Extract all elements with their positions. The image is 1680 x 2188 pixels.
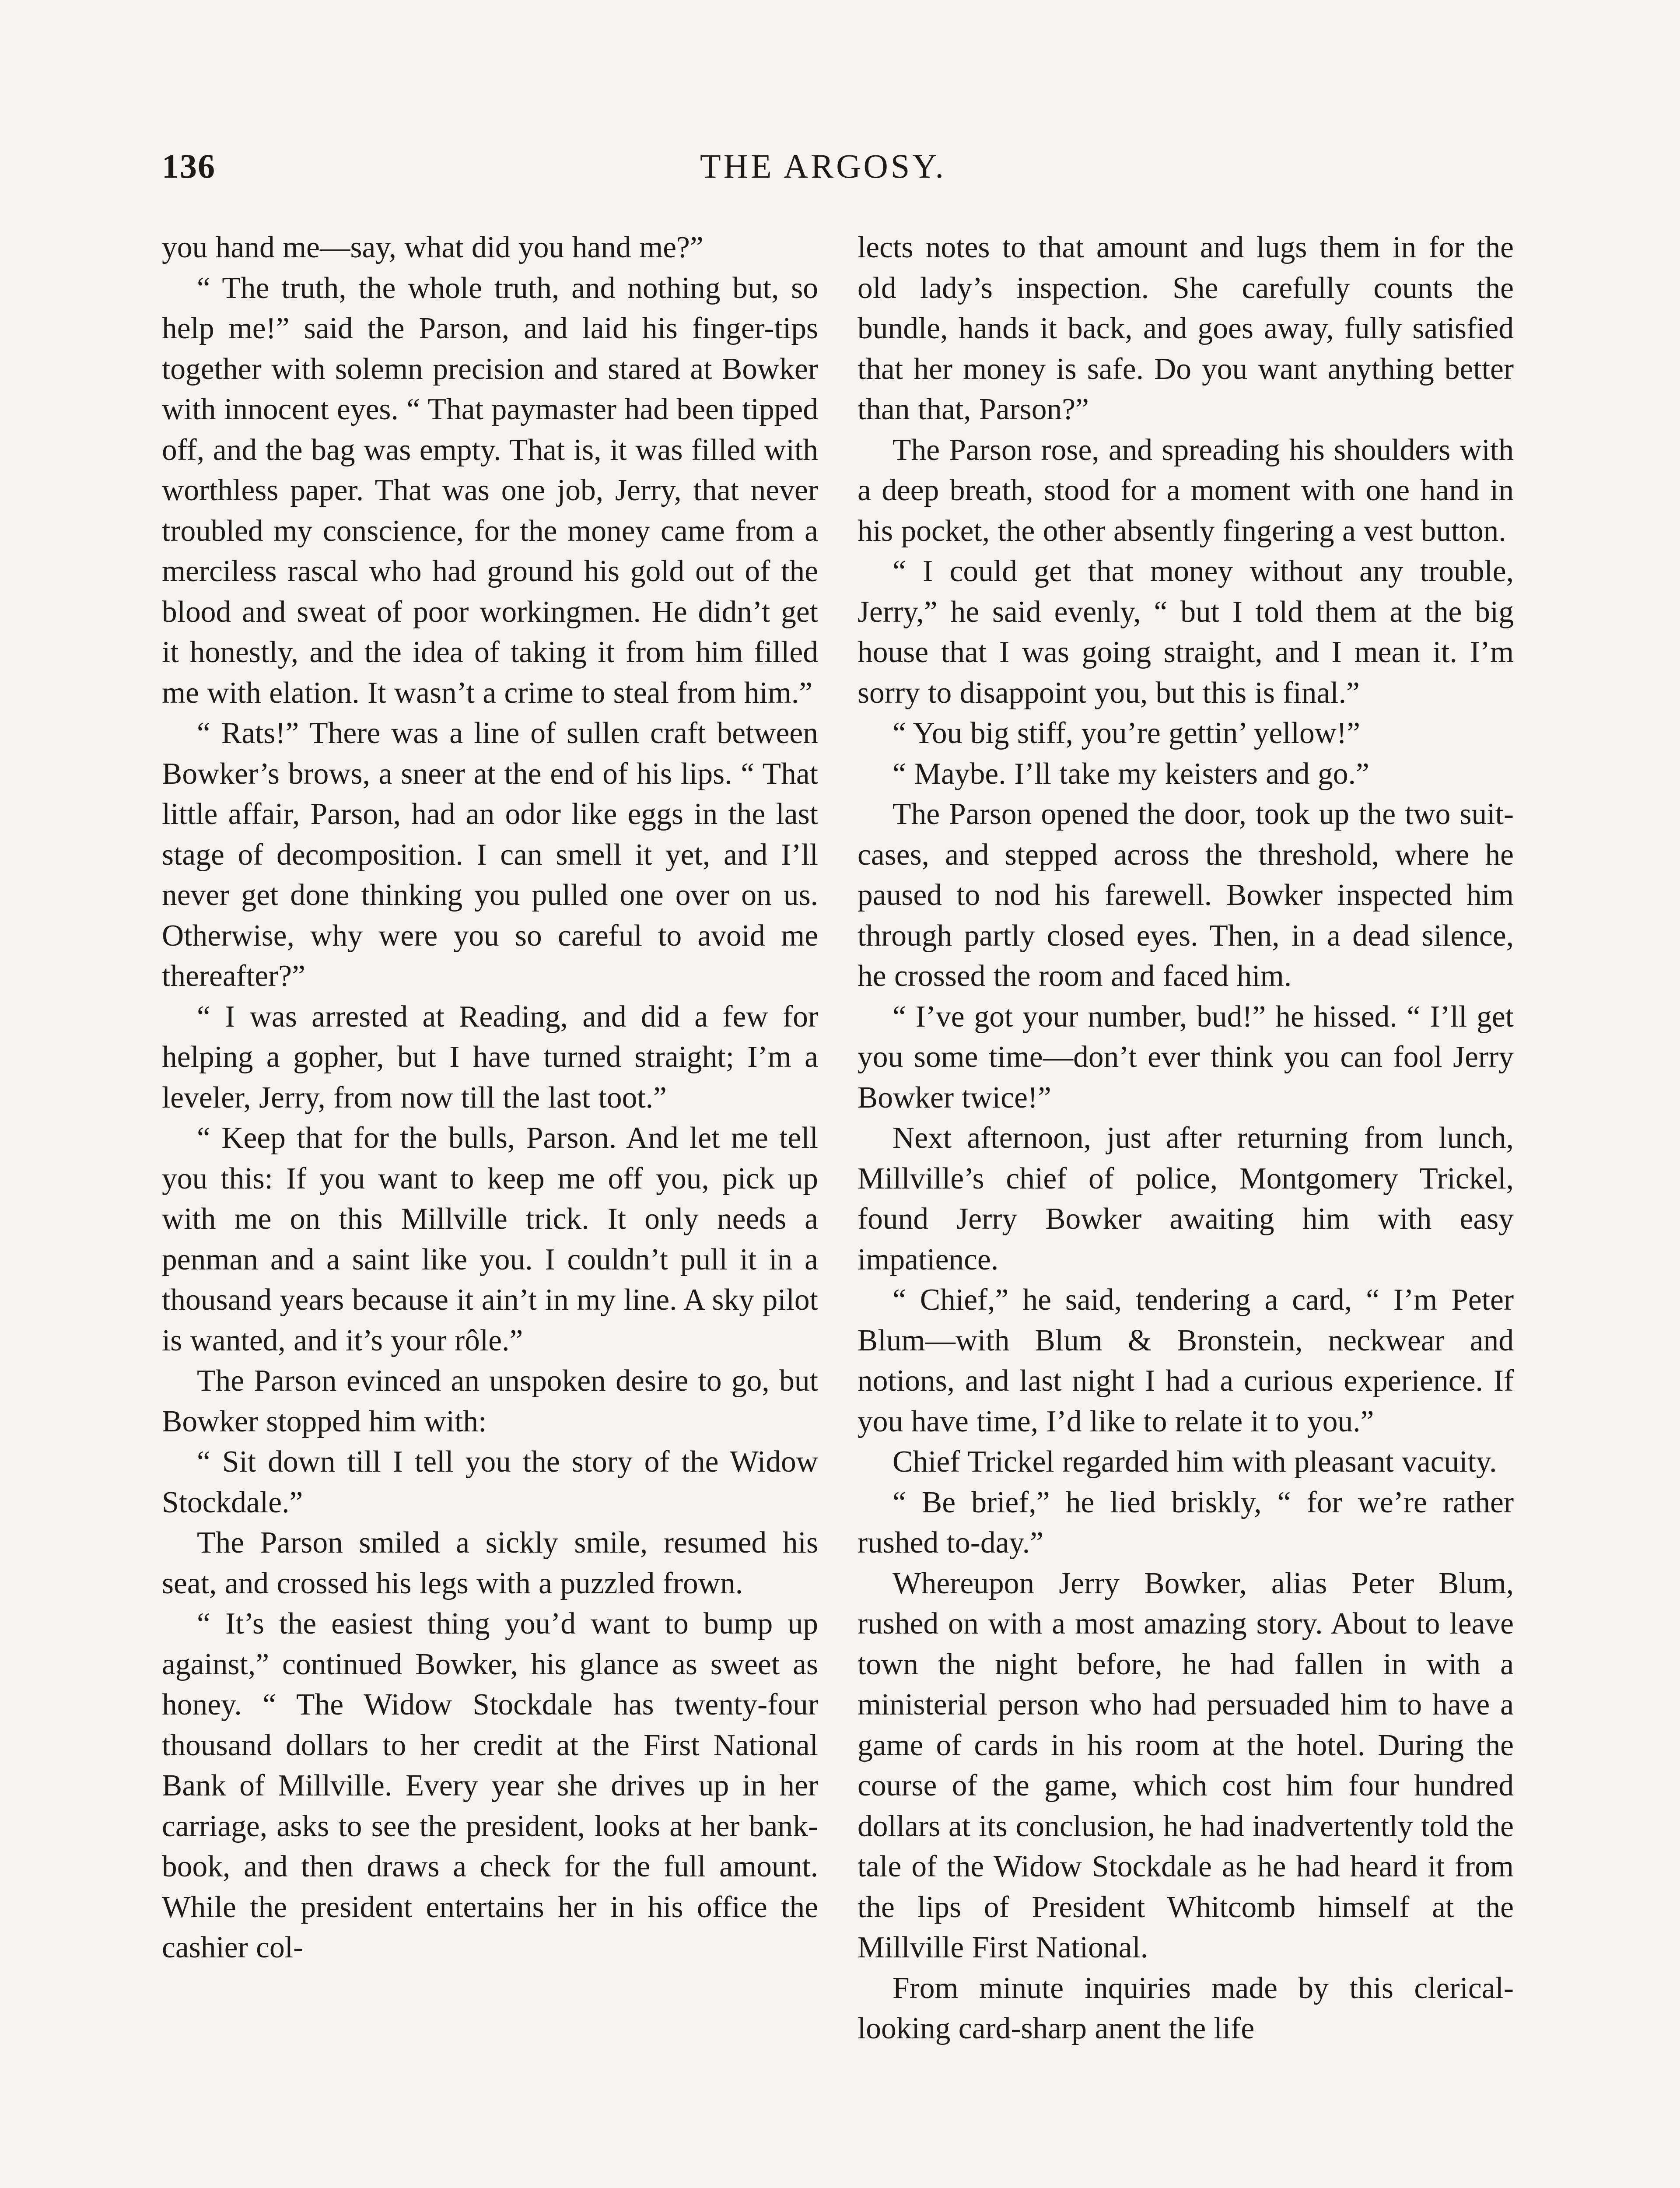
paragraph: Chief Trickel regarded him with pleasant vacuity. (892, 1445, 1497, 1479)
page-number: 136 (162, 147, 216, 185)
paragraph: you hand me—say, what did you hand me?” (162, 231, 704, 264)
paragraph: “ You big stiff, you’re gettin’ yellow!” (892, 716, 1360, 750)
paragraph: The Parson rose, and spreading his shoulders with a deep breath, stood for a moment with one hand in his pocket, the other absently fingering a vest button. (858, 433, 1514, 548)
paragraph: “ Keep that for the bulls, Parson. And let me tell you this: If you want to keep me off you, pick up with me on this Millville trick. It only needs a penman and a saint like you. I couldn’t pull it in a thousand years because it ain’t in my line. A sky pilot is wanted, and it’s your rôle.” (162, 1121, 818, 1357)
left-column (162, 228, 818, 1968)
paragraph: The Parson evinced an unspoken desire to go, but Bowker stopped him with: (162, 1364, 818, 1438)
paragraph: lects notes to that amount and lugs them in for the old lady’s inspection. She carefully counts the bundle, hands it back, and goes away, fully satisfied that her money is safe. Do you want anything better than that, Parson?” (858, 231, 1514, 426)
paragraph: “ It’s the easiest thing you’d want to bump up against,” continued Bowker, his glance as sweet as honey. “ The Widow Stockdale has twenty-four thousand dollars to her credit at the First National Bank of Millville. Every year she drives up in her carriage, asks to see the president, looks at her bank-book, and then draws a check for the full amount. While the president entertains her in his office the cashier col- (162, 1607, 818, 1964)
paragraph: The Parson opened the door, took up the two suit-cases, and stepped across the threshold, where he paused to nod his farewell. Bowker inspected him through partly closed eyes. Then, in a dead silence, he crossed the room and faced him. (858, 797, 1514, 993)
paragraph: Next afternoon, just after returning from lunch, Millville’s chief of police, Montgomery Trickel, found Jerry Bowker awaiting him with easy impatience. (858, 1121, 1514, 1276)
paragraph: The Parson smiled a sickly smile, resumed his seat, and crossed his legs with a puzzled frown. (162, 1526, 818, 1600)
running-title: THE ARGOSY. (700, 147, 946, 185)
page-header (162, 147, 1522, 195)
paragraph: “ The truth, the whole truth, and nothing but, so help me!” said the Parson, and laid his finger-tips together with solemn precision and stared at Bowker with innocent eyes. “ That paymaster had been tipped off, and the bag was empty. That is, it was filled with worthless paper. That was one job, Jerry, that never troubled my conscience, for the money came from a merciless rascal who had ground his gold out of the blood and sweat of poor workingmen. He didn’t get it honestly, and the idea of taking it from him filled me with elation. It wasn’t a crime to steal from him.” (162, 271, 818, 710)
paragraph: From minute inquiries made by this clerical-looking card-sharp anent the life (858, 1971, 1514, 2045)
paragraph: “ I could get that money without any trouble, Jerry,” he said evenly, “ but I told them at the big house that I was going straight, and I mean it. I’m sorry to disappoint you, but this is final.” (858, 554, 1514, 710)
paragraph: “ I’ve got your number, bud!” he hissed. “ I’ll get you some time—don’t ever think you can fool Jerry Bowker twice!” (858, 999, 1514, 1115)
paragraph: “ Maybe. I’ll take my keisters and go.” (892, 757, 1369, 791)
right-column (858, 228, 1514, 2049)
paragraph: Whereupon Jerry Bowker, alias Peter Blum, rushed on with a most amazing story. About to leave town the night before, he had fallen in with a ministerial person who had persuaded him to have a game of cards in his room at the hotel. During the course of the game, which cost him four hundred dollars at its conclusion, he had inadvertently told the tale of the Widow Stockdale as he had heard it from the lips of President Whitcomb himself at the Millville First National. (858, 1566, 1514, 1964)
paragraph: “ Chief,” he said, tendering a card, “ I’m Peter Blum—with Blum & Bronstein, neckwear and notions, and last night I had a curious experience. If you have time, I’d like to relate it to you.” (858, 1283, 1514, 1438)
paragraph: “ I was arrested at Reading, and did a few for helping a gopher, but I have turned straight; I’m a leveler, Jerry, from now till the last toot.” (162, 999, 818, 1115)
paragraph: “ Sit down till I tell you the story of the Widow Stockdale.” (162, 1445, 818, 1519)
paragraph: “ Rats!” There was a line of sullen craft between Bowker’s brows, a sneer at the end of his lips. “ That little affair, Parson, had an odor like eggs in the last stage of decomposition. I can smell it yet, and I’ll never get done thinking you pulled one over on us. Otherwise, why were you so careful to avoid me thereafter?” (162, 716, 818, 993)
paragraph: “ Be brief,” he lied briskly, “ for we’re rather rushed to-day.” (858, 1485, 1514, 1560)
